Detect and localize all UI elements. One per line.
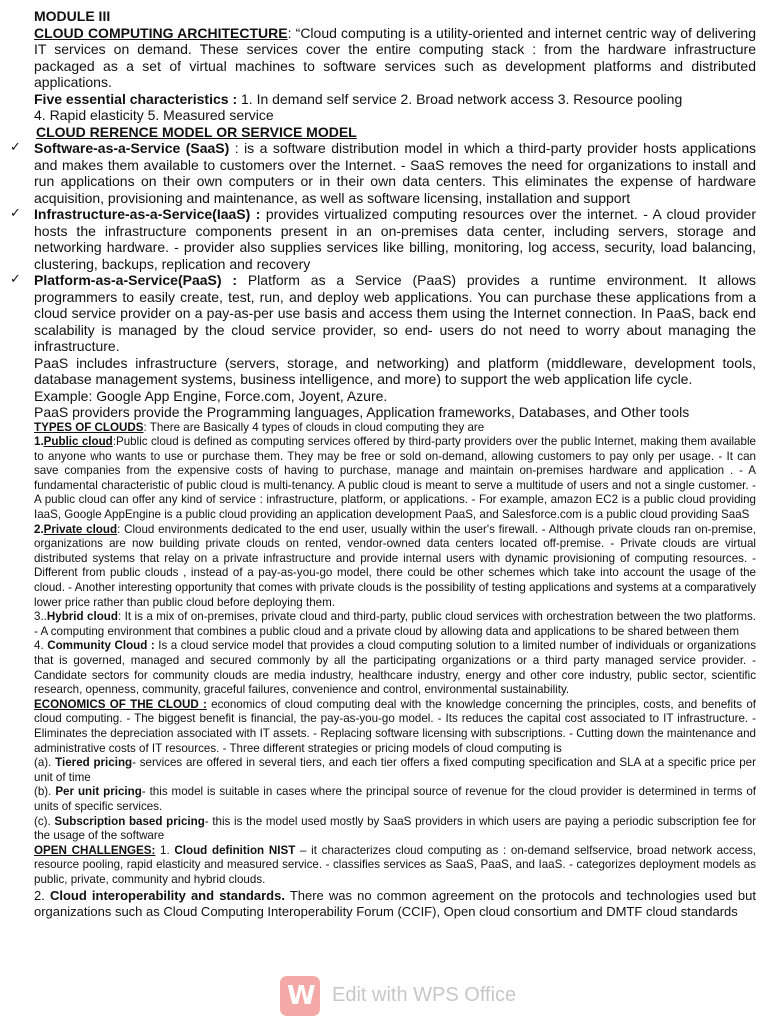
paas-extra-2: Example: Google App Engine, Force.com, Joyent, Azure. <box>34 387 388 404</box>
service-text: Platform as a Service (PaaS) provides a runtime environment. It allows programmers to easily create, test, run, and deploy web applications. You can purchase these applications from a cloud service provider on a pay-as-per use basis and access them using the Internet connection. In PaaS, back end scalability is managed by the cloud service provider, so end- users do not need to worry about managing the infrastructure. <box>34 272 756 354</box>
pricing-per-unit: (b). Per unit pricing- this model is suitable in cases where the principal source of revenue for the cloud provider is determined in terms of units of specific services. <box>34 785 756 813</box>
service-name: Platform-as-a-Service(PaaS) : <box>34 272 238 288</box>
service-iaas <box>10 206 757 272</box>
characteristics-heading: Five essential characteristics : <box>34 90 238 107</box>
types-heading: TYPES OF CLOUDS <box>34 420 144 434</box>
service-saas <box>10 140 756 206</box>
architecture-heading: CLOUD COMPUTING ARCHITECTURE <box>34 24 288 41</box>
economics-heading: ECONOMICS OF THE CLOUD : <box>34 697 207 711</box>
document-page <box>10 8 757 921</box>
characteristics-paragraph <box>34 91 756 108</box>
challenge-interoperability: 2. Cloud interoperability and standards. There was no common agreement on the protocols and technologies used but organizations such as Cloud Computing Interoperability Forum (CCIF), Open cloud consortium and DMTF cloud standards <box>34 887 756 919</box>
service-text: : is a software distribution model in which a third-party provider hosts applications and makes them available to customers over the Internet. - SaaS removes the need for organizations to install and run applications on their own computers or in their own data centers. This eliminates the expense of hardware acquisition, provisioning and maintenance, as well as software licensing, installation and support <box>34 140 756 206</box>
checkmark-icon: ✓ <box>10 140 21 155</box>
service-paas <box>10 272 756 355</box>
watermark-text: Edit with WPS Office <box>332 984 517 1006</box>
checkmark-icon: ✓ <box>10 272 21 287</box>
type-public: 1.Public cloud:Public cloud is defined as computing services offered by third-party providers over the public Internet, making them available to anyone who wants to use or purchase them. They may be free or sold on-demand, allowing customers to pay only per usage. - It can save companies from the expensive costs of having to purchase, manage and maintain on-premises hardware and application . - A fundamental characteristic of public cloud is multi-tenancy. A public cloud is meant to serve a multitude of users and not a single customer. - A public cloud can offer any kind of service : infrastructure, platform, or applications. - For example, amazon EC2 is a public cloud providing IaaS, Google AppEngine is a public cloud providing an application development PaaS, and Salesforce.com is a public cloud providing SaaS <box>34 435 756 522</box>
pricing-tiered: (a). Tiered pricing- services are offered in several tiers, and each tier offers a fixed computing specification and SLA at a specific price per unit of time <box>34 756 756 784</box>
checkmark-icon: ✓ <box>10 206 21 221</box>
reference-model-heading: CLOUD RERENCE MODEL OR SERVICE MODEL <box>36 123 357 140</box>
types-intro: TYPES OF CLOUDS: There are Basically 4 types of clouds in cloud computing they are <box>34 420 485 434</box>
type-hybrid: 3..Hybrid cloud: It is a mix of on-premises, private cloud and third-party, public cloud services with orchestration between the two platforms. - A computing environment that combines a public cloud and a private cloud by allowing data and applications to be shared between them <box>34 610 756 638</box>
economics-paragraph: ECONOMICS OF THE CLOUD : economics of cloud computing deal with the knowledge concerning the principles, costs, and benefits of cloud computing. - The biggest benefit is financial, the pay-as-you-go model. - Its reduces the capital cost associated to IT infrastructure. - Eliminates the depreciation associated with IT assets. - Replacing software licensing with subscriptions. - Cutting down the maintenance and administrative costs of IT resources. - Three different strategies or pricing models of cloud computing is <box>34 697 757 755</box>
type-private: 2.Private cloud: Cloud environments dedicated to the end user, usually within the user's firewall. - Although private clouds ran on-premise, organizations are now building private clouds on rented, vendor-owned data centers located off-premise. - Private clouds are virtual distributed systems that relay on a private infrastructure and provide internal users with dynamic provisioning of computing resources. - Different from public clouds , instead of a pay-as-you-go model, there could be other schemes which take into account the usage of the cloud. - Another interesting opportunity that comes with private clouds is the possibility of testing applications and systems at a comparatively lower price rather than public cloud before deploying them. <box>34 522 756 609</box>
paas-extra-1: PaaS includes infrastructure (servers, storage, and networking) and platform (middleware, development tools, database management systems, business intelligence, and more) to support the web application life cycle. <box>34 354 756 387</box>
type-community: 4. Community Cloud : Is a cloud service model that provides a cloud computing solution to a limited number of individuals or organizations that is governed, managed and secured commonly by all the participating organizations or a third party managed service provider. - Candidate sectors for community clouds are media industry, healthcare industry, energy and other core industry, public sector, scientific research, openness, community, graceful failures, convenience and control, environmental sustainability. <box>34 639 757 697</box>
architecture-text: : “Cloud computing is a utility-oriented and internet centric way of delivering IT services on demand. These services cover the entire computing stack : from the hardware infrastructure packaged as a set of virtual machines to software services such as development platforms and distributed applications. <box>34 24 757 90</box>
wps-logo-icon: W <box>280 976 320 1016</box>
architecture-paragraph <box>34 25 756 91</box>
challenges-heading: OPEN CHALLENGES: <box>34 843 156 857</box>
wps-watermark <box>280 976 520 1016</box>
service-name: Software-as-a-Service (SaaS) <box>34 140 230 156</box>
service-name: Infrastructure-as-a-Service(IaaS) : <box>34 206 261 222</box>
challenges-paragraph: OPEN CHALLENGES: 1. Cloud definition NIST – it characterizes cloud computing as : on-demand selfservice, broad network access, resource pooling, rapid elasticity and measured service. - classifies services as SaaS, PaaS, and IaaS. - categorizes deployment models as public, private, community and hybrid clouds. <box>34 843 756 886</box>
pricing-subscription: (c). Subscription based pricing- this is the model used mostly by SaaS providers in which users are paying a periodic subscription fee for the usage of the software <box>34 814 756 843</box>
paas-extra-3: PaaS providers provide the Programming languages, Application frameworks, Databases, and Other tools <box>34 404 690 420</box>
service-text: provides virtualized computing resources over the internet. - A cloud provider hosts the infrastructure components present in an on-premises data center, including servers, storage and networking hardware. - provider also supplies services like billing, monitoring, log access, security, load balancing, clustering, backups, replication and recovery <box>34 206 757 272</box>
module-title: MODULE III <box>34 8 111 24</box>
characteristics-text-2: 4. Rapid elasticity 5. Measured service <box>34 107 274 123</box>
characteristics-text: 1. In demand self service 2. Broad network access 3. Resource pooling <box>237 90 683 107</box>
